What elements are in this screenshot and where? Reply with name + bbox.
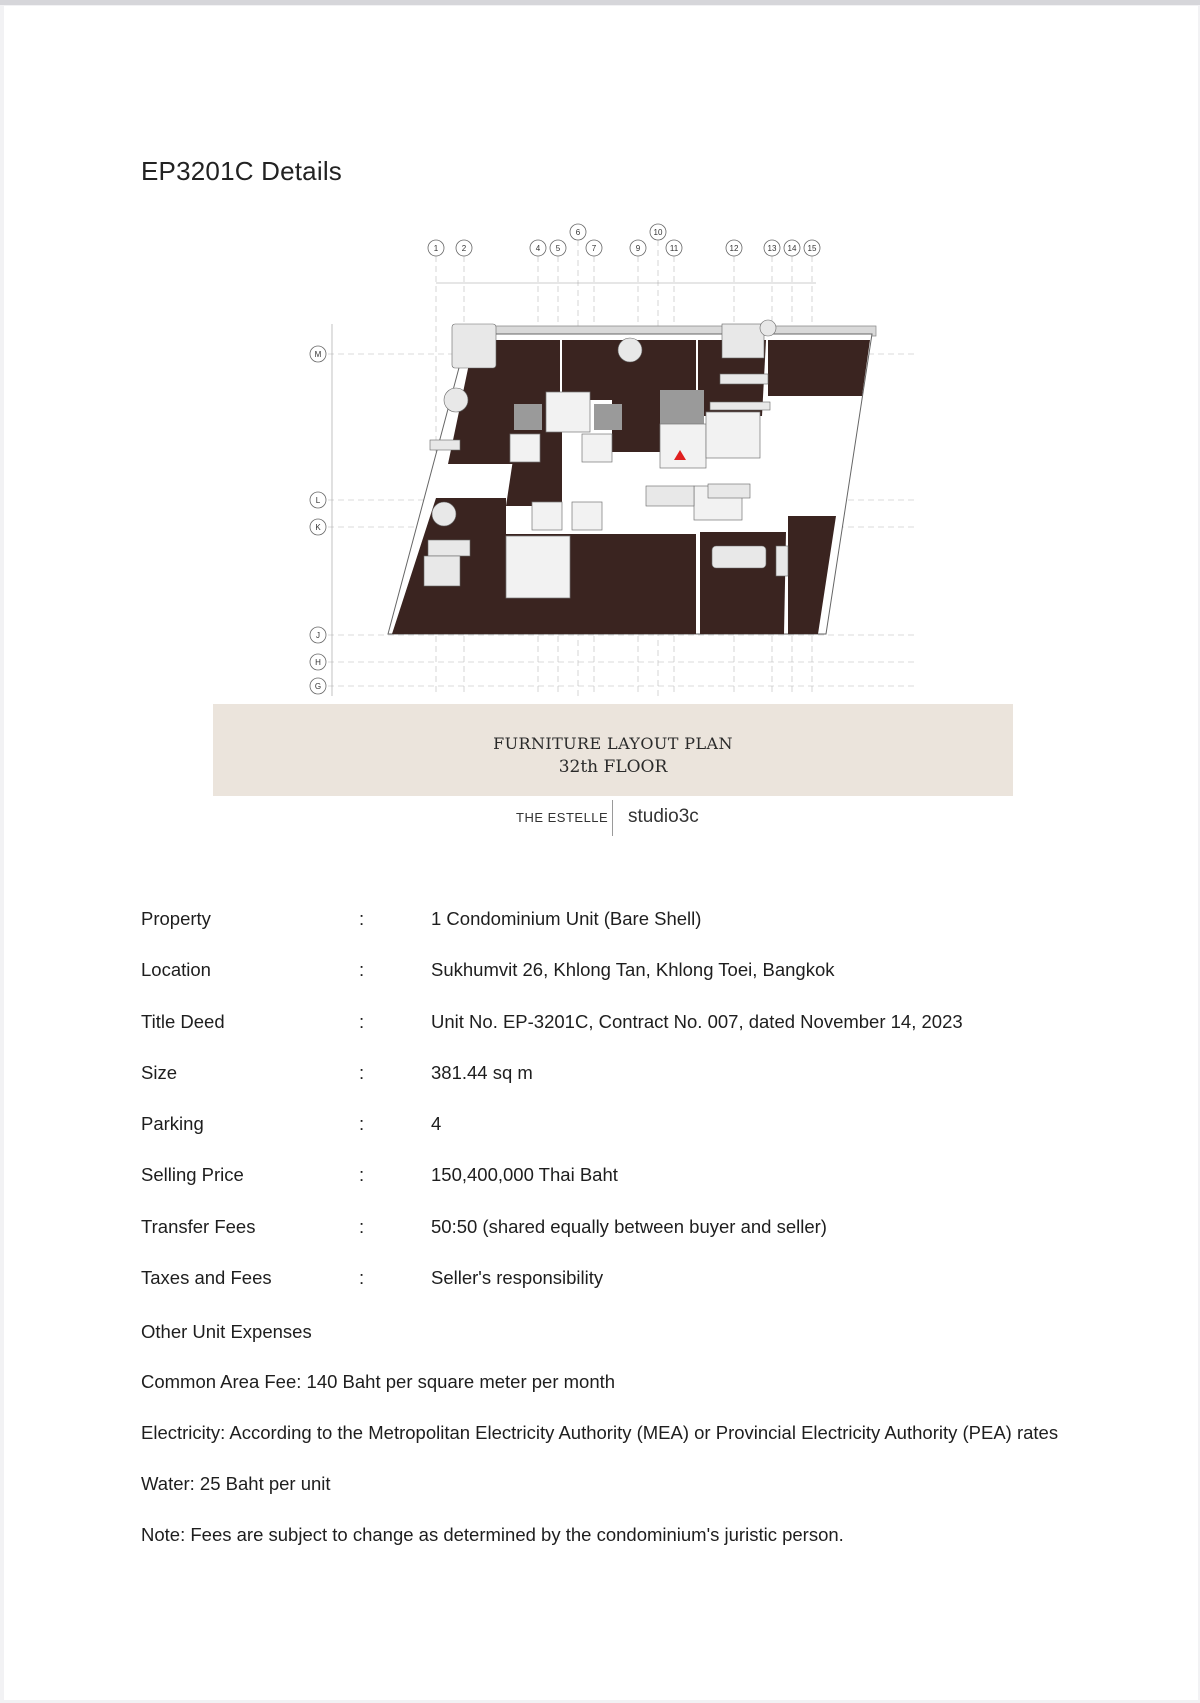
detail-value: Sukhumvit 26, Khlong Tan, Khlong Toei, Bangkok — [431, 959, 835, 981]
column-marker-label: 4 — [535, 244, 541, 253]
detail-row-taxes — [141, 1267, 1161, 1318]
detail-label: Taxes and Fees — [141, 1267, 272, 1289]
detail-value: 50:50 (shared equally between buyer and seller) — [431, 1215, 827, 1237]
detail-value: 150,400,000 Thai Baht — [431, 1164, 618, 1186]
detail-value: Seller's responsibility — [431, 1267, 604, 1289]
detail-row-location — [141, 959, 1161, 1010]
brand-studio3c: studio3c — [628, 806, 699, 827]
other-expenses-heading: Other Unit Expenses — [141, 1321, 312, 1342]
detail-value: 381.44 sq m — [431, 1061, 533, 1083]
electricity-fee: Electricity: According to the Metropolitan Electricity Authority (MEA) or Provincial Electricity Authority (PEA) rates — [141, 1422, 1059, 1443]
detail-separator: : — [359, 959, 365, 981]
detail-label: Parking — [141, 1113, 204, 1135]
water-fee: Water: 25 Baht per unit — [141, 1473, 331, 1494]
row-marker-label: L — [315, 496, 321, 505]
detail-label: Size — [141, 1061, 177, 1083]
detail-row-selling-price — [141, 1164, 1161, 1215]
plan-column-markers — [428, 224, 820, 256]
detail-label: Title Deed — [141, 1010, 225, 1032]
column-marker-label: 10 — [653, 228, 663, 237]
detail-separator: : — [359, 1061, 365, 1083]
floor-plan-image — [296, 216, 936, 702]
plan-banner-floor: 32th FLOOR — [558, 757, 668, 777]
column-marker-label: 12 — [729, 244, 739, 253]
detail-row-size — [141, 1062, 1161, 1113]
detail-separator: : — [359, 1164, 365, 1186]
detail-separator: : — [359, 1010, 365, 1032]
column-marker-label: 1 — [433, 244, 439, 253]
details-table — [141, 908, 1161, 1318]
detail-label: Selling Price — [141, 1164, 244, 1186]
row-marker-label: H — [315, 658, 321, 667]
detail-label: Property — [141, 908, 211, 929]
detail-separator: : — [359, 1215, 365, 1237]
row-marker-label: K — [315, 523, 321, 532]
column-marker-label: 7 — [591, 244, 597, 253]
detail-separator: : — [359, 1267, 365, 1289]
column-marker-label: 6 — [575, 228, 581, 237]
detail-value: Unit No. EP-3201C, Contract No. 007, dated November 14, 2023 — [431, 1010, 963, 1032]
column-marker-label: 14 — [787, 244, 797, 253]
detail-row-parking — [141, 1113, 1161, 1164]
column-marker-label: 15 — [807, 244, 817, 253]
detail-separator: : — [359, 1113, 365, 1135]
detail-row-transfer-fees — [141, 1216, 1161, 1267]
row-marker-label: J — [316, 631, 320, 640]
detail-value: 1 Condominium Unit (Bare Shell) — [431, 908, 702, 929]
detail-value: 4 — [431, 1113, 442, 1135]
detail-row-property — [141, 908, 1161, 959]
detail-separator: : — [359, 908, 365, 929]
plan-banner — [213, 704, 1013, 796]
column-marker-label: 9 — [635, 244, 641, 253]
detail-label: Location — [141, 959, 211, 981]
detail-label: Transfer Fees — [141, 1215, 256, 1237]
top-border — [0, 0, 1200, 5]
row-marker-label: M — [314, 350, 322, 359]
row-marker-label: G — [314, 682, 322, 691]
brand-divider — [612, 800, 613, 836]
plan-row-markers — [310, 346, 326, 694]
column-marker-label: 2 — [461, 244, 467, 253]
detail-row-title-deed — [141, 1011, 1161, 1062]
common-area-fee: Common Area Fee: 140 Baht per square meter per month — [141, 1371, 616, 1392]
column-marker-label: 5 — [555, 244, 561, 253]
column-marker-label: 11 — [669, 244, 679, 253]
column-marker-label: 13 — [767, 244, 777, 253]
plan-banner-title: FURNITURE LAYOUT PLAN — [493, 734, 733, 753]
page-title: EP3201C Details — [141, 156, 342, 186]
fees-note: Note: Fees are subject to change as determined by the condominium's juristic person. — [141, 1524, 844, 1545]
brand-estelle: THE ESTELLE — [516, 810, 609, 825]
